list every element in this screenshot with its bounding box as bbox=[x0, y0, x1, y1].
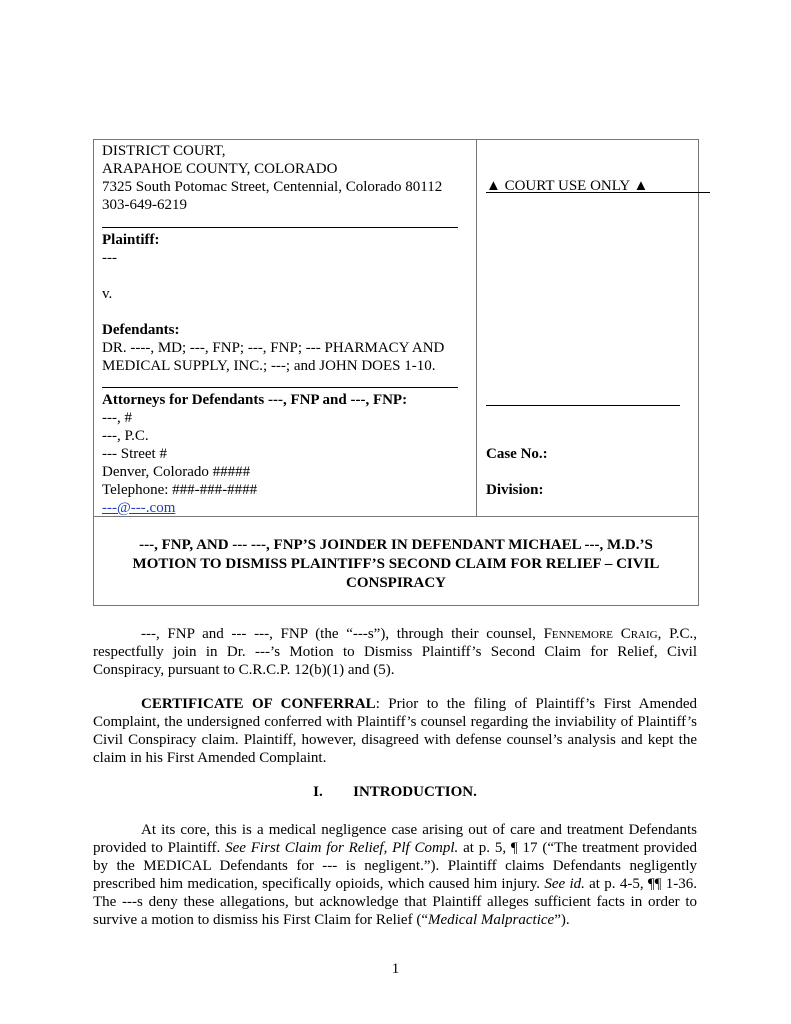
title-line1: ---, FNP, AND --- ---, FNP’S JOINDER IN DEFENDANT MICHAEL ---, M.D.’S bbox=[139, 537, 653, 553]
paragraph-introduction: At its core, this is a medical negligence case arising out of care and treatment Defendants provided to Plaintiff. See First Claim for Relief, Plf Compl. at p. 5, ¶ 17 (“The treatment provided by the MEDICAL Defendants for --- is negligent.”). Plaintiff claims Defendants negligently prescribed him medication, specifically opioids, which caused him injury. See id. at p. 4-5, ¶¶ 1-36. The ---s deny these allegations, but acknowledge that Plaintiff alleges sufficient facts in order to survive a motion to dismiss his First Claim for Relief (“Medical Malpractice”). bbox=[93, 822, 697, 928]
paragraph-joinder: ---, FNP and --- ---, FNP (the “---s”), through their counsel, Fennemore Craig, P.C., respectfully join in Dr. ---’s Motion to Dismiss Plaintiff’s Second Claim for Relief, Civil Conspiracy, pursuant to C.R.C.P. 12(b)(1) and (5). bbox=[93, 626, 698, 678]
attorney-email-link[interactable]: ---@---.com bbox=[102, 500, 176, 516]
citation: See First Claim for Relief, Plf Compl. bbox=[225, 840, 459, 856]
heading-text: INTRODUCTION. bbox=[353, 784, 477, 800]
attorney-street: --- Street # bbox=[102, 446, 167, 462]
caption-box bbox=[93, 139, 699, 606]
caption-right-column bbox=[478, 140, 698, 516]
attorney-name: ---, # bbox=[102, 410, 132, 426]
divider bbox=[486, 405, 680, 406]
defendants-label: Defendants: bbox=[102, 322, 180, 338]
division-label: Division: bbox=[486, 482, 544, 498]
court-use-underline bbox=[486, 192, 710, 193]
defendants-line1: DR. ----, MD; ---, FNP; ---, FNP; --- PHARMACY AND bbox=[102, 340, 445, 356]
court-address: 7325 South Potomac Street, Centennial, Colorado 80112 bbox=[102, 179, 443, 195]
divider bbox=[102, 387, 458, 388]
court-use-only-label: ▲ COURT USE ONLY ▲ bbox=[486, 178, 649, 194]
court-name-line1: DISTRICT COURT, bbox=[102, 143, 226, 159]
versus: v. bbox=[102, 286, 113, 302]
document-title-box bbox=[94, 516, 698, 605]
case-number-label: Case No.: bbox=[486, 446, 548, 462]
page-number: 1 bbox=[391, 961, 400, 977]
attorney-firm: ---, P.C. bbox=[102, 428, 149, 444]
plaintiff-label: Plaintiff: bbox=[102, 232, 160, 248]
defendants-line2: MEDICAL SUPPLY, INC.; ---; and JOHN DOES 1-10. bbox=[102, 358, 436, 374]
title-line2: MOTION TO DISMISS PLAINTIFF’S SECOND CLAIM FOR RELIEF – CIVIL bbox=[132, 556, 660, 572]
title-line3: CONSPIRACY bbox=[345, 575, 446, 591]
firm-name: Fennemore Craig bbox=[543, 626, 658, 642]
paragraph-certificate-of-conferral: CERTIFICATE OF CONFERRAL: Prior to the filing of Plaintiff’s First Amended Complaint, the undersigned conferred with Plaintiff’s counsel regarding the inviability of Plaintiff’s Civil Conspiracy claim. Plaintiff, however, disagreed with defense counsel’s analysis and kept the claim in his First Amended Complaint. bbox=[93, 696, 697, 766]
attorney-city: Denver, Colorado ##### bbox=[102, 464, 251, 480]
conferral-label: CERTIFICATE OF CONFERRAL bbox=[141, 696, 376, 712]
section-heading-introduction bbox=[93, 783, 697, 801]
document-title bbox=[114, 536, 678, 593]
caption-left-column bbox=[94, 140, 477, 516]
attorney-telephone: Telephone: ###-###-#### bbox=[102, 482, 258, 498]
court-name-line2: ARAPAHOE COUNTY, COLORADO bbox=[102, 161, 338, 177]
attorneys-label: Attorneys for Defendants ---, FNP and ---, FNP: bbox=[102, 392, 408, 408]
plaintiff-name: --- bbox=[102, 250, 117, 266]
court-phone: 303-649-6219 bbox=[102, 197, 187, 213]
citation: Medical Malpractice bbox=[427, 912, 555, 928]
heading-number: I. bbox=[313, 784, 323, 800]
divider bbox=[102, 227, 458, 228]
citation: See id. bbox=[544, 876, 585, 892]
